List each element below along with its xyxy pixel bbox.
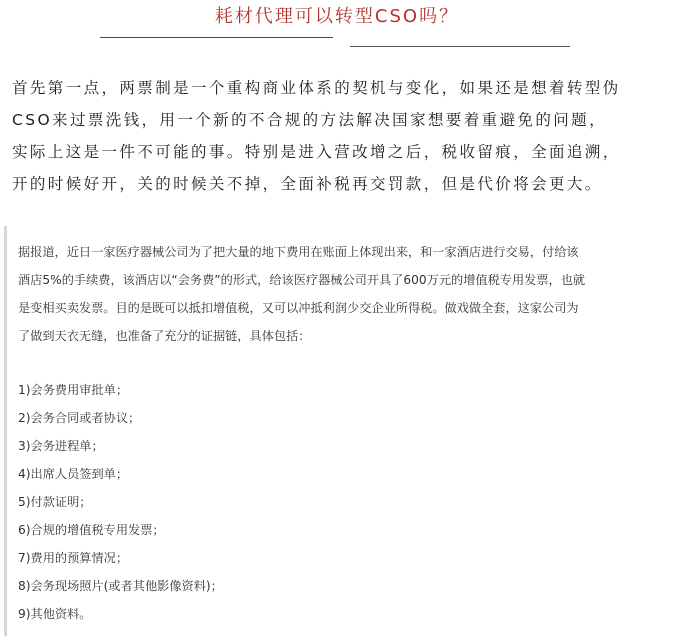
list-item: 8)会务现场照片(或者其他影像资料)；: [18, 579, 223, 593]
evidence-list: [18, 376, 668, 628]
list-item: 7)费用的预算情况；: [18, 551, 129, 565]
quote-line: 酒店5%的手续费，该酒店以“会务费”的形式，给该医疗器械公司开具了600万元的增值税专用发票，也就: [18, 273, 586, 287]
quote-line: 了做到天衣无缝，也准备了充分的证据链，具体包括：: [18, 329, 311, 343]
list-item: 1)会务费用审批单；: [18, 383, 129, 397]
quote-line: 据报道，近日一家医疗器械公司为了把大量的地下费用在账面上体现出来，和一家酒店进行交易，付给该: [18, 245, 579, 259]
intro-line: 开的时候好开，关的时候关不掉，全面补税再交罚款，但是代价将会更大。: [12, 175, 603, 193]
list-item: 3)会务进程单；: [18, 439, 104, 453]
title-underline: [100, 37, 333, 38]
intro-line: 首先第一点，两票制是一个重构商业体系的契机与变化，如果还是想着转型伪: [12, 79, 621, 97]
title-divider: [350, 46, 570, 47]
quote-line: 是变相买卖发票。目的是既可以抵扣增值税，又可以冲抵利润少交企业所得税。做戏做全套，这家公司为: [18, 301, 579, 315]
title-block: [0, 0, 674, 50]
article-title: 耗材代理可以转型CSO吗？: [214, 6, 460, 27]
intro-line: 实际上这是一件不可能的事。特别是进入营改增之后，税收留痕，全面追溯，: [12, 143, 621, 161]
quote-block: [4, 226, 671, 636]
list-item: 9)其他资料。: [18, 607, 92, 621]
list-item: 5)付款证明；: [18, 495, 92, 509]
intro-paragraph: [12, 72, 672, 200]
list-item: 6)合规的增值税专用发票；: [18, 523, 165, 537]
intro-line: CSO来过票洗钱，用一个新的不合规的方法解决国家想要着重避免的问题，: [12, 111, 607, 129]
list-item: 2)会务合同或者协议；: [18, 411, 141, 425]
list-item: 4)出席人员签到单；: [18, 467, 129, 481]
quote-paragraph: [18, 238, 668, 350]
